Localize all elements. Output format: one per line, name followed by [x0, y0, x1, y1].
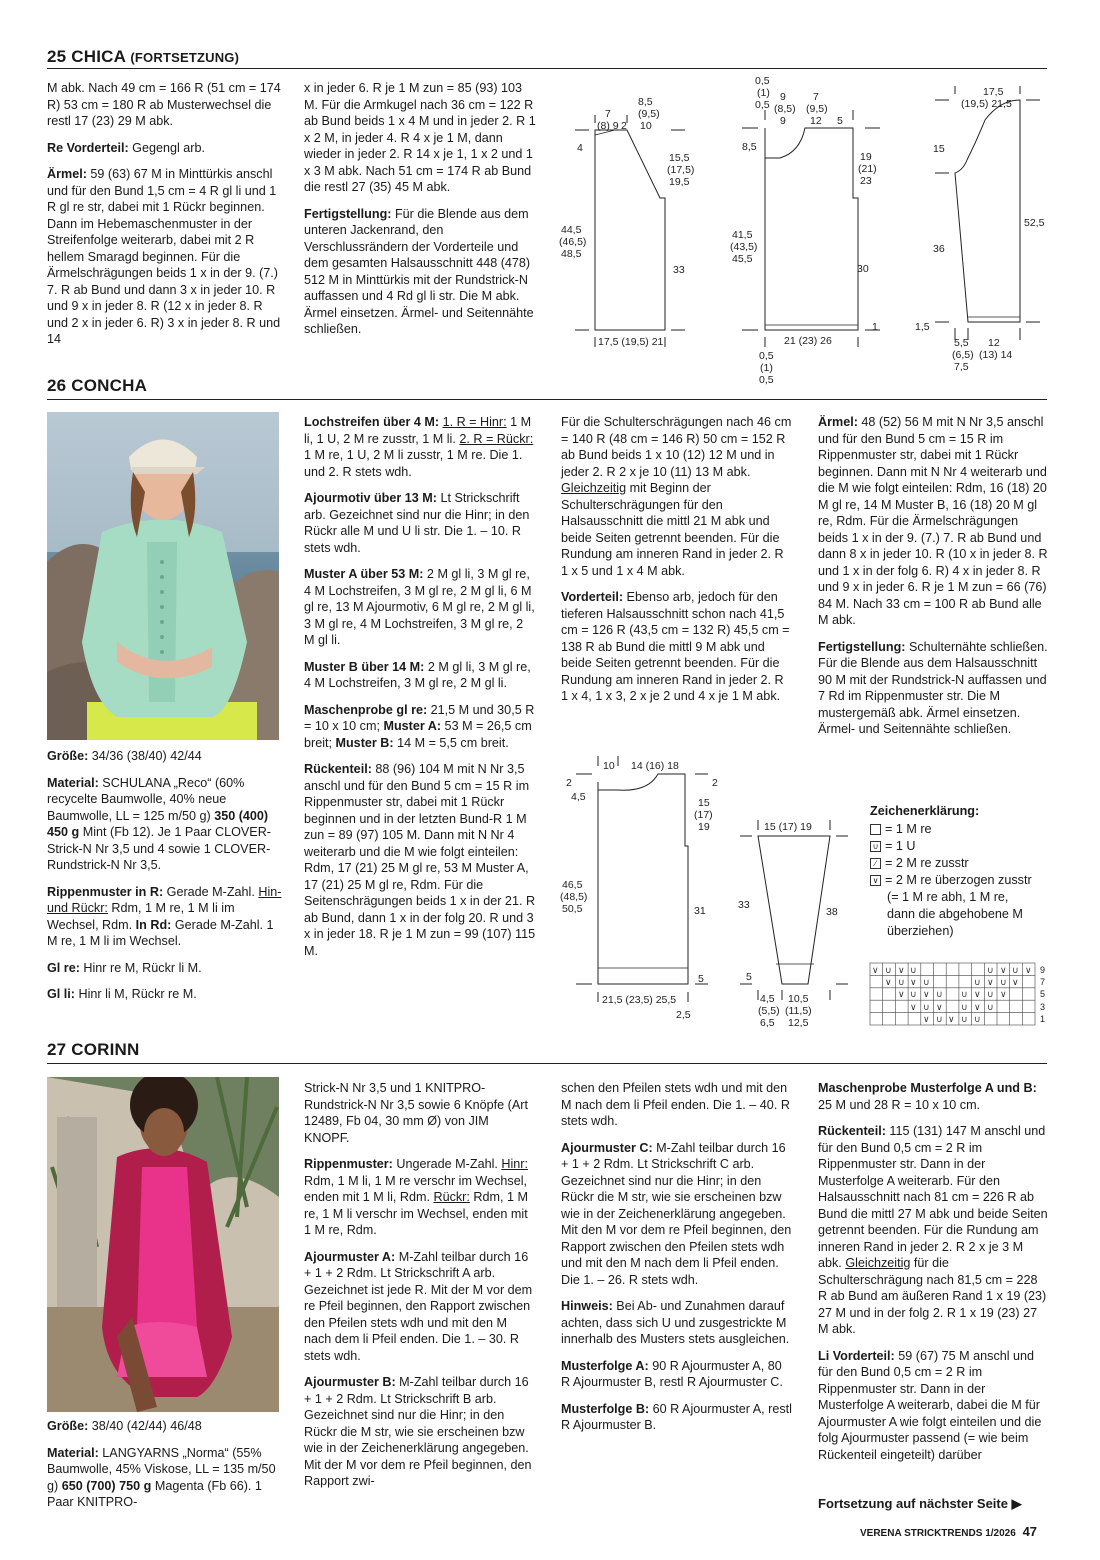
- dim-label: 33: [673, 264, 685, 276]
- dim-label: (17,5): [667, 164, 695, 176]
- svg-text:∨: ∨: [898, 965, 905, 975]
- legend-text: = 1 U: [885, 839, 916, 853]
- dim-label: 10,5: [788, 993, 809, 1005]
- ajour-chart: [868, 960, 1053, 1030]
- dim-label: 1: [872, 321, 878, 333]
- dim-label: 10: [640, 120, 652, 132]
- s27-column-4: [818, 1080, 1050, 1473]
- legend-text: dann die abgehobene M: [887, 907, 1023, 921]
- dim-label: 52,5: [1024, 217, 1045, 229]
- dim-label: 23: [860, 175, 872, 187]
- dim-label: (21): [858, 163, 877, 175]
- legend-text: (= 1 M re abh, 1 M re,: [887, 890, 1009, 904]
- dim-label: (48,5): [560, 891, 588, 903]
- svg-text:∪: ∪: [1012, 965, 1019, 975]
- dim-label: (43,5): [730, 241, 758, 253]
- concha-diagram-sleeve: [730, 812, 850, 1032]
- dim-label: 14 (16) 18: [631, 760, 679, 772]
- dim-label: 15: [933, 143, 945, 155]
- section-title-27: 27 CORINN: [47, 1040, 140, 1059]
- paragraph: Vorderteil: Ebenso arb, jedoch für den tieferen Halsausschnitt schon nach 41,5 cm = 126 R (43,5 cm = 132 R) 45,5 cm = 138 R ab Bund die mittl 9 M abk und beide Seiten getrennt beenden. Für die Rundung am inneren Rand in jeder 2. R 1 x 4, 1 x 3, 2 x je 2 und 4 x je 1 M abk.: [561, 590, 790, 703]
- dim-label: (6,5): [952, 349, 974, 361]
- paragraph: x in jeder 6. R je 1 M zun = 85 (93) 103 M. Für die Armkugel nach 36 cm = 122 R ab Bund beids 1 x 4 M und in jeder 2. R 1 x 2 M, in jeder 4. R 4 x je 1 M, dann wieder in jeder 2. R 14 x je 1, 1 x 2 und 1 x 3 M abk. Nach 51 cm = 174 R ab Bund die restl 27 (35) 45 M abk.: [304, 81, 536, 194]
- svg-text:∨: ∨: [910, 977, 917, 987]
- dim-label: 2: [712, 777, 718, 789]
- legend-text: = 2 M re überzogen zusstr: [885, 873, 1032, 887]
- paragraph: M abk. Nach 49 cm = 166 R (51 cm = 174 R) 53 cm = 180 R ab Musterwechsel die restl 17 (23) 29 M abk.: [47, 81, 281, 128]
- svg-text:∪: ∪: [910, 989, 917, 999]
- dim-label: (9,5): [806, 103, 828, 115]
- dim-label: 4,5: [571, 791, 586, 803]
- svg-text:∨: ∨: [974, 1002, 981, 1012]
- dim-label: 15: [698, 797, 710, 809]
- dim-label: 2,5: [676, 1009, 691, 1021]
- dim-label: 7,5: [954, 361, 969, 373]
- svg-text:∨: ∨: [923, 1014, 930, 1024]
- svg-text:∪: ∪: [936, 1014, 943, 1024]
- svg-text:∨: ∨: [923, 989, 930, 999]
- s26-column-3: [561, 414, 793, 715]
- svg-text:∨: ∨: [1012, 977, 1019, 987]
- concha-diagram-body: [558, 752, 718, 1024]
- dim-label: 33: [738, 899, 750, 911]
- dim-label: 1,5: [915, 321, 930, 333]
- dim-label: 0,5: [759, 374, 774, 386]
- section-rule: [47, 68, 1047, 69]
- paragraph: Material: LANGYARNS „Norma“ (55% Baumwolle, 45% Viskose, LL = 135 m/50 g) 650 (700) 750 g Magenta (Fb 66). 1 Paar KNITPRO-: [47, 1445, 276, 1509]
- legend-text: überziehen): [887, 924, 954, 938]
- section-title-26: 26 CONCHA: [47, 376, 148, 395]
- svg-text:∨: ∨: [885, 977, 892, 987]
- magazine-footer: [860, 1524, 1037, 1539]
- svg-text:∨: ∨: [1000, 989, 1007, 999]
- dim-label: 0,5: [755, 75, 770, 87]
- svg-text:∨: ∨: [974, 989, 981, 999]
- dim-label: 19,5: [669, 176, 690, 188]
- legend-text: = 2 M re zusstr: [885, 856, 969, 870]
- k2tog-icon: ∕: [870, 858, 881, 869]
- paragraph: Größe: 38/40 (42/44) 46/48: [47, 1419, 202, 1433]
- dim-label: 30: [857, 263, 869, 275]
- paragraph: Gl re: Hinr re M, Rückr li M.: [47, 960, 202, 975]
- section-rule: [47, 399, 1047, 400]
- dim-label: (1): [760, 362, 773, 374]
- paragraph: Ajourmotiv über 13 M: Lt Strickschrift arb. Gezeichnet sind nur die Hinr; in den Rückr alle M und U li str. Die 1. – 10. R stets wdh.: [304, 491, 530, 555]
- dim-label: 9: [780, 115, 786, 127]
- dim-label: 19: [698, 821, 710, 833]
- corinn-photo: [47, 1077, 279, 1412]
- dim-label: 5: [837, 115, 843, 127]
- dim-label: 15,5: [669, 152, 690, 164]
- paragraph: Ärmel: 48 (52) 56 M mit N Nr 3,5 anschl und für den Bund 5 cm = 15 R im Rippenmuster str, dabei mit 1 Rückr beginnen. Dann mit N Nr 4 weiterarb und die M wie folgt einteilen: Rdm, 16 (18) 20 M gl re, 14 M Muster B, 16 (18) 20 M gl re, Rdm. Für die Ärmelschrägungen beids 1 x in der 9. (7.) 7. R ab Bund und dann 8 x in jeder 10. R (10 x in jeder 8. R und 1 x in der folg 6. R) 4 x in jeder 8. R und 9 x in jeder 6. R je 1 M zun = 66 (76) 84 M. Nach 33 cm = 100 R ab Bund alle M abk.: [818, 415, 1048, 627]
- dim-label: 7: [813, 91, 819, 103]
- dim-label: 12,5: [788, 1017, 809, 1029]
- dim-label: 17,5: [983, 86, 1004, 98]
- dim-label: (46,5): [559, 236, 587, 248]
- svg-text:∨: ∨: [1025, 965, 1032, 975]
- concha-photo: [47, 412, 279, 740]
- dim-label: 50,5: [562, 903, 583, 915]
- dim-label: 31: [694, 905, 706, 917]
- svg-text:∪: ∪: [936, 989, 943, 999]
- paragraph: Muster B über 14 M: 2 M gl li, 3 M gl re, 4 M Lochstreifen, 3 M gl re, 2 M gl li.: [304, 659, 531, 690]
- svg-text:∪: ∪: [987, 965, 994, 975]
- dim-label: 21 (23) 26: [784, 335, 832, 347]
- dim-label: 5: [698, 973, 704, 985]
- dim-label: 41,5: [732, 229, 753, 241]
- svg-text:∪: ∪: [898, 977, 905, 987]
- dim-label: 5: [746, 971, 752, 983]
- svg-text:∨: ∨: [948, 1014, 955, 1024]
- s26-column-1: [47, 748, 282, 1013]
- dim-label: 19: [860, 151, 872, 163]
- dim-label: 36: [933, 243, 945, 255]
- svg-text:∪: ∪: [974, 1014, 981, 1024]
- paragraph: Ajourmuster A: M-Zahl teilbar durch 16 + 1 + 2 Rdm. Lt Strickschrift A arb. Gezeichnet ist jede R. Mit der M vor dem re Pfeil beginnen, den Rapport zwischen den Pfeilen stets wdh und mit den M nach dem li Pfeil enden. Die 1. – 30. R stets wdh.: [304, 1249, 533, 1363]
- dim-label: 5,5: [954, 337, 969, 349]
- dim-label: (11,5): [785, 1005, 812, 1017]
- s27-column-1: [47, 1418, 282, 1521]
- svg-text:∪: ∪: [987, 989, 994, 999]
- section-title-25: 25 CHICA (FORTSETZUNG): [47, 47, 240, 66]
- row-number: 5: [1040, 989, 1046, 999]
- paragraph: Lochstreifen über 4 M: 1. R = Hinr: 1 M li, 1 U, 2 M re zusstr, 1 M li. 2. R = Rückr: 1 M re, 1 U, 2 M li zusstr, 1 M re. Die 1. und 2. R stets wdh.: [304, 415, 534, 479]
- paragraph: Maschenprobe Musterfolge A und B: 25 M und 28 R = 10 x 10 cm.: [818, 1081, 1037, 1112]
- paragraph: Größe: 34/36 (38/40) 42/44: [47, 749, 202, 763]
- row-number: 3: [1040, 1002, 1046, 1012]
- chica-diagram-front: [555, 75, 700, 375]
- s26-column-4: [818, 414, 1050, 748]
- svg-text:∪: ∪: [961, 1002, 968, 1012]
- dim-label: 7: [605, 108, 611, 120]
- dim-label: (19,5) 21,5: [961, 98, 1012, 110]
- s27-column-2: [304, 1080, 536, 1500]
- row-number: 9: [1040, 965, 1046, 975]
- svg-text:∪: ∪: [923, 1002, 930, 1012]
- paragraph: Fertigstellung: Für die Blende aus dem unteren Jackenrand, den Verschlussrändern der Vorderteile und dem gesamten Halsausschnitt 448 (478) 512 M in Minttürkis mit der Rundstrick-N auffassen und 4 Rd gl li str. Die M abk. Ärmel einsetzen. Ärmel- und Seitennähte schließen.: [304, 206, 534, 336]
- dim-label: 46,5: [562, 879, 583, 891]
- continue-note: Fortsetzung auf nächster Seite ▶: [818, 1496, 1022, 1511]
- dim-label: (9,5): [638, 108, 660, 120]
- legend-title: Zeichenerklärung:: [870, 804, 980, 818]
- paragraph: Material: SCHULANA „Reco“ (60% recycelte Baumwolle, 40% neue Baumwolle, LL = 125 m/50 g) 350 (400) 450 g Mint (Fb 12). Je 1 Paar CLOVER-Strick-N Nr 3,5 und 4 sowie 1 CLOVER-Rundstrick-N Nr 3,5.: [47, 775, 271, 872]
- dim-label: (13) 14: [979, 349, 1013, 361]
- dim-label: 12: [988, 337, 1000, 349]
- dim-label: 44,5: [561, 224, 582, 236]
- svg-text:∨: ∨: [1000, 965, 1007, 975]
- paragraph: Re Vorderteil: Gegengl arb.: [47, 140, 205, 155]
- svg-text:∪: ∪: [1000, 977, 1007, 987]
- paragraph: Gl li: Hinr li M, Rückr re M.: [47, 987, 197, 1001]
- s26-column-2: [304, 414, 536, 969]
- dim-label: 4,5: [760, 993, 775, 1005]
- paragraph: schen den Pfeilen stets wdh und mit den M nach dem li Pfeil enden. Die 1. – 40. R stets wdh.: [561, 1081, 790, 1128]
- paragraph: Hinweis: Bei Ab- und Zunahmen darauf achten, dass sich U und zusgestrickte M innerhalb des Musters stets ausgleichen.: [561, 1299, 790, 1346]
- dim-label: 45,5: [732, 253, 753, 265]
- paragraph: Für die Schulterschrägungen nach 46 cm = 140 R (48 cm = 146 R) 50 cm = 152 R ab Bund beids 1 x 10 (12) 12 M und in jeder 2. R 2 x je 10 (11) 13 M abk. Gleichzeitig mit Beginn der Schulterschrägungen für den Halsausschnitt die mittl 21 M abk und beide Seiten getrennt beenden. Für die Rundung am inneren Rand in jeder 2. R 1 x 5 und 1 x 4 M abk.: [561, 415, 792, 578]
- paragraph: Rippenmuster: Ungerade M-Zahl. Hinr: Rdm, 1 M li, 1 M re verschr im Wechsel, enden mit 1 M li, Rdm. Rückr: Rdm, 1 M re, 1 M li verschr im Wechsel, enden mit 1 M re, Rdm.: [304, 1157, 528, 1237]
- magazine-name: VERENA STRICKTRENDS 1/2026: [860, 1528, 1016, 1539]
- row-number: 7: [1040, 977, 1046, 987]
- svg-text:∨: ∨: [898, 989, 905, 999]
- dim-label: 48,5: [561, 248, 582, 260]
- svg-text:∨: ∨: [987, 977, 994, 987]
- paragraph: Musterfolge A: 90 R Ajourmuster A, 80 R Ajourmuster B, restl R Ajourmuster C.: [561, 1358, 783, 1389]
- paragraph: Fertigstellung: Schulternähte schließen. Für die Blende aus dem Halsausschnitt 90 M mit der Rundstrick-N auffassen und 7 Rd im Rippenmuster str. Die M mustergemäß abk. Ärmel einsetzen. Ärmel- und Seitennähte schließen.: [818, 639, 1048, 736]
- dim-label: 8,5: [742, 141, 757, 153]
- svg-text:∪: ∪: [974, 977, 981, 987]
- paragraph: Strick-N Nr 3,5 und 1 KNITPRO-Rundstrick-N Nr 3,5 sowie 6 Knöpfe (Art 12489, Fb 04, 30 mm Ø) von JIM KNOPF.: [304, 1081, 528, 1145]
- dim-label: 6,5: [760, 1017, 775, 1029]
- dim-label: 2: [621, 120, 627, 132]
- dim-label: 0,5: [755, 99, 770, 111]
- svg-text:∪: ∪: [885, 965, 892, 975]
- skpo-icon: ∨: [870, 875, 881, 886]
- dim-label: 15 (17) 19: [764, 821, 812, 833]
- paragraph: Ärmel: 59 (63) 67 M in Minttürkis anschl und für den Bund 1,5 cm = 4 R gl li und 1 R gl re str, dabei mit 1 Rückr beginnen. Dann im Hebemaschenmuster in der Streifenfolge weiterarb, dabei mit 2 R hellem Smaragd beginnen. Für die Ärmelschrägungen beids 1 x in der 9. (7.) 7. R ab Bund und dann 3 x in jeder 10. R und 9 x in jeder 8. R (12 x in jeder 8. R und 2 x in jeder 6. R) 3 x in jeder 8. R und 14: [47, 167, 281, 346]
- paragraph: Maschenprobe gl re: 21,5 M und 30,5 R = 10 x 10 cm; Muster A: 53 M = 26,5 cm breit; Muster B: 14 M = 5,5 cm breit.: [304, 702, 535, 750]
- chica-diagram-sleeve: [905, 80, 1055, 380]
- svg-text:∪: ∪: [961, 1014, 968, 1024]
- dim-label: 10: [603, 760, 615, 772]
- paragraph: Li Vorderteil: 59 (67) 75 M anschl und für den Bund 0,5 cm = 2 R im Rippenmuster str. Dann in der Musterfolge A weiterarb, dabei die M für Ajourmuster A wie folgt einteilen und die folg Ajourmuster passend (= wie beim Rückenteil eingeteilt) darüber: [818, 1348, 1042, 1462]
- svg-text:∨: ∨: [872, 965, 879, 975]
- row-number: 1: [1040, 1014, 1046, 1024]
- s25-column-1: [47, 80, 282, 358]
- knit-icon: [870, 824, 881, 835]
- symbol-legend: [870, 803, 1050, 940]
- paragraph: Ajourmuster C: M-Zahl teilbar durch 16 + 1 + 2 Rdm. Lt Strickschrift C arb. Gezeichnet sind nur die Hinr; in den Rückr die M str, wie sie erscheinen bzw wie in der Zeichenerklärung angegeben. Mit den M vor dem re Pfeil beginnen, den Rapport zwischen den Pfeilen stets wdh und mit den M nach dem li Pfeil enden. Die 1. – 26. R stets wdh.: [561, 1140, 792, 1287]
- dim-label: 17,5 (19,5) 21: [598, 336, 664, 348]
- paragraph: Ajourmuster B: M-Zahl teilbar durch 16 + 1 + 2 Rdm. Lt Strickschrift B arb. Gezeichnet sind nur die Hinr; in den Rückr die M str, wie sie erscheinen bzw wie in der Zeichenerklärung angegeben. Mit der M vor dem re Pfeil beginnen, den Rapport zwi-: [304, 1375, 532, 1488]
- dim-label: 4: [577, 142, 583, 154]
- dim-label: 9: [780, 91, 786, 103]
- dim-label: (1): [757, 87, 770, 99]
- legend-text: = 1 M re: [885, 822, 932, 836]
- dim-label: 8,5: [638, 96, 653, 108]
- svg-text:∪: ∪: [910, 965, 917, 975]
- paragraph: Musterfolge B: 60 R Ajourmuster A, restl R Ajourmuster B.: [561, 1401, 792, 1432]
- dim-label: 0,5: [759, 350, 774, 362]
- dim-label: 2: [566, 777, 572, 789]
- svg-text:∪: ∪: [961, 989, 968, 999]
- dim-label: (5,5): [758, 1005, 780, 1017]
- dim-label: 38: [826, 906, 838, 918]
- svg-text:∨: ∨: [936, 1002, 943, 1012]
- dim-label: (8) 9: [597, 120, 619, 132]
- dim-label: (17): [694, 809, 713, 821]
- section-rule: [47, 1063, 1047, 1064]
- paragraph: Rippenmuster in R: Gerade M-Zahl. Hin- und Rückr: Rdm, 1 M re, 1 M li im Wechsel, Rdm. In Rd: Gerade M-Zahl. 1 M re, 1 M li im Wechsel.: [47, 884, 282, 948]
- s27-column-3: [561, 1080, 793, 1444]
- page-number: 47: [1022, 1524, 1038, 1539]
- dim-label: 21,5 (23,5) 25,5: [602, 994, 677, 1006]
- s25-column-2: [304, 80, 536, 348]
- paragraph: Muster A über 53 M: 2 M gl li, 3 M gl re, 4 M Lochstreifen, 3 M gl re, 2 M gl li, 6 M gl re, 13 M Ajourmotiv, 6 M gl re, 2 M gl li, 3 M gl re, 4 M Lochstreifen, 3 M gl re, 2 M gl li.: [304, 567, 535, 647]
- paragraph: Rückenteil: 88 (96) 104 M mit N Nr 3,5 anschl und für den Bund 5 cm = 15 R im Rippenmuster str, dabei mit 1 Rückr beginnen und in der letzten Bund-R 1 M zun = 89 (97) 105 M. Dann mit N Nr 4 weiterarb und die M wie folgt einteilen: Rdm, 17 (21) 25 M gl re, 53 M Muster A, 17 (21) 25 M gl re, Rdm. Für die Seitenschrägungen beids 1 x in der 21. R ab Bund, dann 1 x in der folg 20. R und 3 x in jeder 18. R je 1 M zun = 99 (107) 115 M.: [304, 762, 536, 958]
- dim-label: 12: [810, 115, 822, 127]
- paragraph: Rückenteil: 115 (131) 147 M anschl und für den Bund 0,5 cm = 2 R im Rippenmuster str. Dann in der Musterfolge A weiterarb. Für den Halsausschnitt nach 81 cm = 226 R ab Bund die mittl 27 M abk und beide Seiten getrennt beenden. Für die Rundung am inneren Rand in jeder 2. R 2 x je 3 M abk. Gleichzeitig für die Schulterschrägung nach 81,5 cm = 228 R ab Bund am äußeren Rand 1 x 19 (23) 27 M und in der folg 2. R 1 x 19 (23) 27 M abk.: [818, 1124, 1048, 1336]
- svg-text:∨: ∨: [910, 1002, 917, 1012]
- svg-text:∪: ∪: [987, 1002, 994, 1012]
- yarn-over-icon: ∪: [870, 841, 881, 852]
- chica-diagram-back: [720, 72, 890, 390]
- svg-text:∪: ∪: [923, 977, 930, 987]
- dim-label: (8,5): [774, 103, 796, 115]
